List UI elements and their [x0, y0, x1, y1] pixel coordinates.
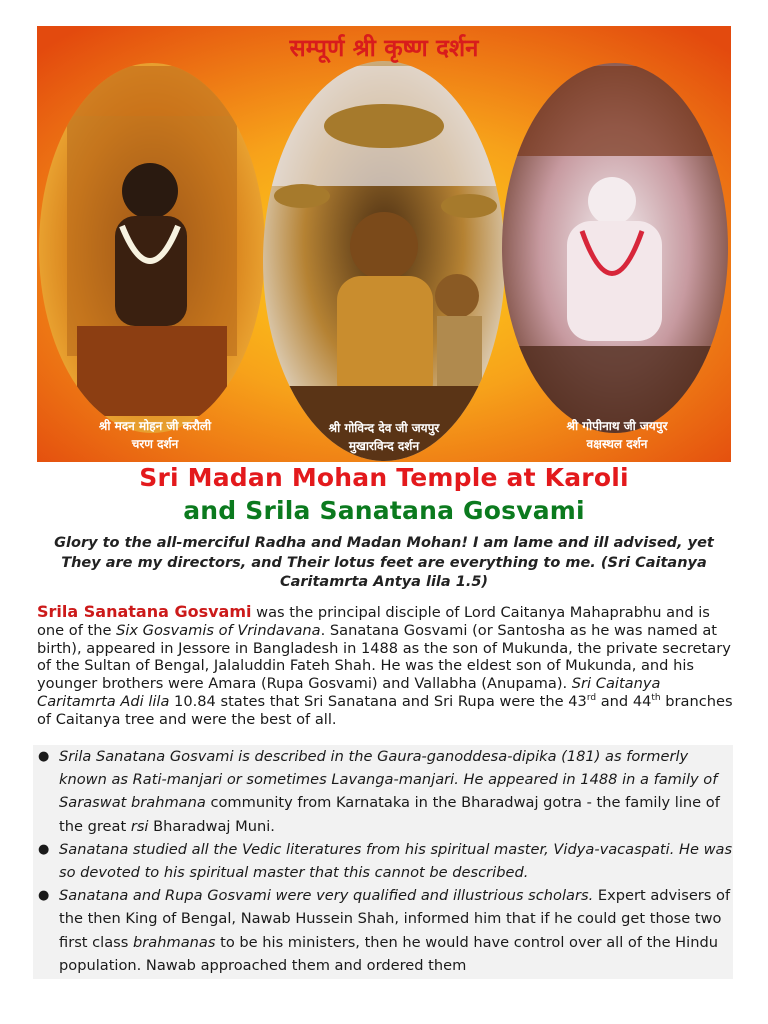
- bullet-text: Expert advisers of the then King of Bengal, Nawab Hussein Shah, informed him that if he could get those two first class: [59, 887, 731, 951]
- banner-heading: सम्पूर्ण श्री कृष्ण दर्शन: [289, 34, 479, 62]
- bullet-text-italic: Sanatana studied all the Vedic literatures from his spiritual master, Vidya-vacaspati. He was so devoted to his spiritual master that this cannot be described.: [59, 840, 733, 882]
- panel-caption-3-line2: वक्षस्थल दर्शन: [586, 437, 648, 451]
- panel-caption-2-line1: श्री गोविन्द देव जी जयपुर: [328, 421, 440, 435]
- panel-caption-2-line2: मुखारविन्द दर्शन: [348, 439, 420, 453]
- intro-text-1: was the principal disciple of Lord Caitanya Mahaprabhu and is one of the: [37, 604, 710, 639]
- bullet-text: Bharadwaj Muni.: [148, 817, 275, 835]
- bullet-list: [33, 745, 733, 977]
- bullet-text-italic: Srila Sanatana Gosvami is described in the Gaura-ganoddesa-dipika (181) as formerly known as Rati-manjari or sometimes Lavanga-manjari. He appeared in 1488 in a family of Saraswat brahmana: [59, 748, 718, 812]
- bullet-text-italic: brahmanas: [133, 933, 216, 951]
- intro-italic-2: Sri Caitanya Caritamrta Adi lila: [37, 675, 661, 710]
- intro-paragraph: [37, 603, 737, 729]
- intro-text-5: branches of Caitanya tree and were the best of all.: [37, 692, 733, 728]
- bullet-icon: ●: [38, 749, 50, 764]
- bullet-icon: ●: [38, 841, 50, 857]
- intro-text-3: 10.84 states that Sri Sanatana and Sri Rupa were the 43: [169, 692, 587, 710]
- epigraph-quote: Glory to the all-merciful Radha and Madan Mohan! I am lame and ill advised, yet They are my directors, and Their lotus feet are everything to me. (Sri Caitanya Caritamrta Antya lila 1.5): [54, 535, 714, 590]
- intro-sup-1: rd: [586, 693, 597, 704]
- panel-caption-1-line2: चरण दर्शन: [131, 437, 179, 451]
- bullet-text-italic: rsi: [130, 817, 149, 835]
- list-item: [33, 884, 733, 977]
- subject-name: Srila Sanatana Gosvami: [37, 602, 252, 621]
- panel-caption-1-line1: श्री मदन मोहन जी करौली: [98, 419, 212, 433]
- bullet-text: community from Karnataka in the Bharadwaj gotra - the family line of the great: [59, 794, 720, 835]
- panel-madan-mohan-image: [37, 63, 267, 433]
- intro-italic-1: Six Gosvamis of Vrindavana: [116, 621, 321, 639]
- bullet-text-italic: Sanatana and Rupa Gosvami were very qualified and illustrious scholars.: [59, 887, 594, 905]
- banner-image: [37, 26, 731, 462]
- list-item: [33, 838, 733, 884]
- bullet-text: to be his ministers, then he would have control over all of the Hindu population. Nawab approached them and ordered them: [59, 933, 718, 974]
- intro-text-4: and 44: [596, 692, 652, 710]
- bullet-list-box: [33, 745, 733, 979]
- intro-text-2: . Sanatana Gosvami (or Santosha as he was named at birth), appeared in Jessore in Bangladesh in 1488 as the son of Mukunda, the private secretary of the Sultan of Bengal, Jalaluddin Fateh Shah. He was the eldest son of Mukunda, and his younger brothers were Amara (Rupa Gosvami) and Vallabha (Anupama).: [37, 621, 731, 693]
- page-title-line2: and Srila Sanatana Gosvami: [183, 496, 585, 525]
- intro-sup-2: th: [651, 693, 661, 704]
- page-title-line1: Sri Madan Mohan Temple at Karoli: [139, 463, 629, 492]
- panel-govind-dev-image: [263, 61, 505, 462]
- bullet-icon: ●: [38, 888, 50, 904]
- panel-caption-3-line1: श्री गोपीनाथ जी जयपुर: [566, 419, 668, 433]
- list-item: [33, 745, 733, 838]
